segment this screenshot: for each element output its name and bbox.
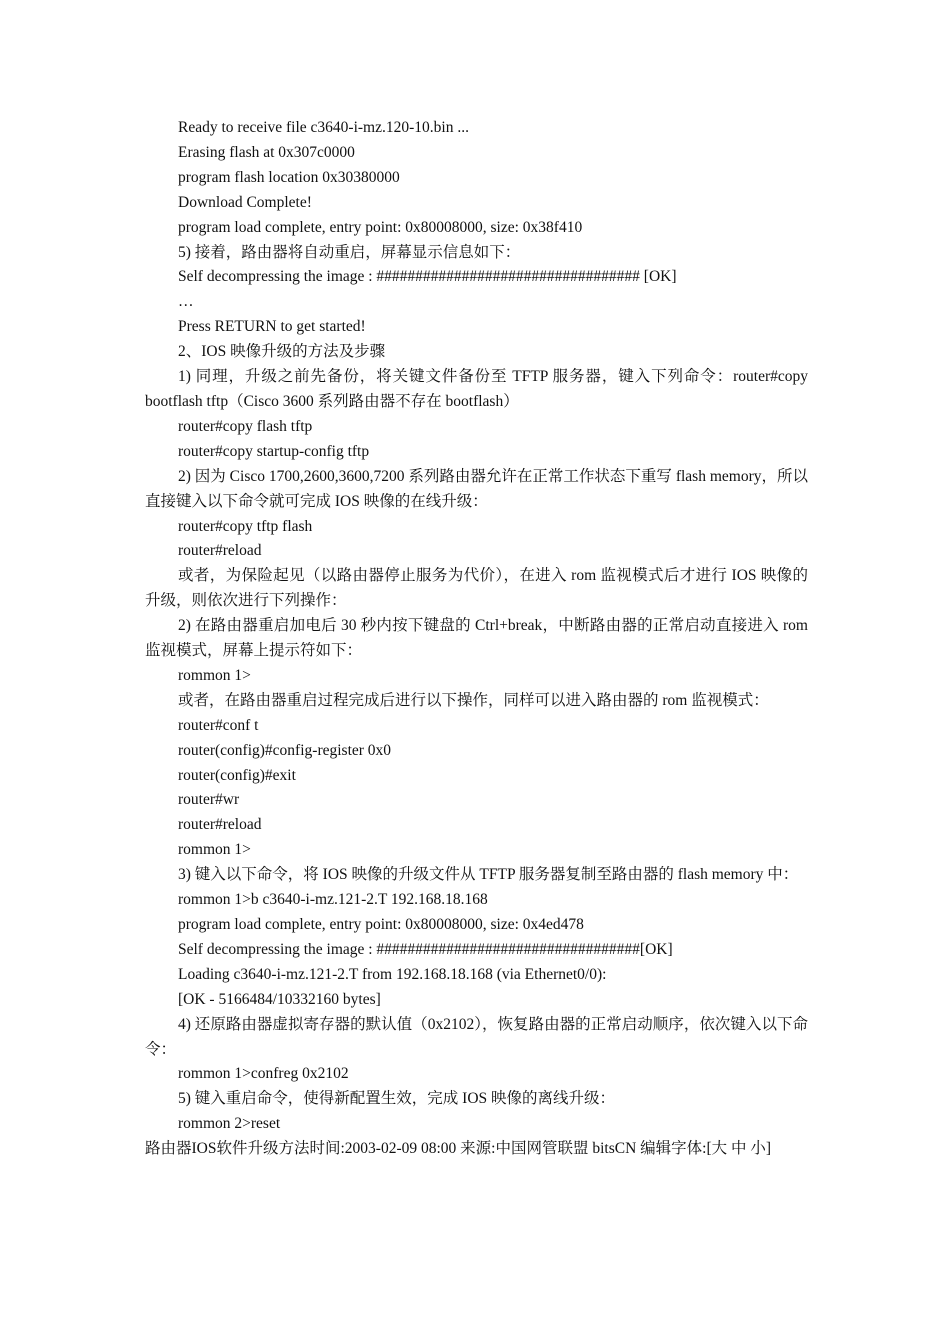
- paragraph: 2) 因为 Cisco 1700,2600,3600,7200 系列路由器允许在正常工作状态下重写 flash memory，所以直接键入以下命令就可完成 IOS 映像的在线升级：: [145, 467, 808, 510]
- command-line: router#reload: [178, 816, 262, 834]
- prompt-line: rommon 1>: [178, 841, 251, 859]
- command-line: router#wr: [178, 791, 240, 809]
- command-line: router(config)#config-register 0x0: [178, 741, 392, 759]
- command-line: rommon 2>reset: [178, 1115, 281, 1133]
- text-line: Loading c3640-i-mz.121-2.T from 192.168.18.168 (via Ethernet0/0):: [178, 965, 607, 983]
- article-footer: 路由器IOS软件升级方法时间:2003-02-09 08:00 来源:中国网管联盟 bitsCN 编辑字体:[大 中 小]: [145, 1140, 772, 1158]
- step-heading: 5) 键入重启命令，使得新配置生效，完成 IOS 映像的离线升级：: [178, 1090, 616, 1108]
- text-line: Ready to receive file c3640-i-mz.120-10.bin ...: [178, 119, 469, 136]
- section-heading: 2、IOS 映像升级的方法及步骤: [178, 343, 386, 361]
- command-line: router#copy flash tftp: [178, 417, 313, 435]
- paragraph: 2) 在路由器重启加电后 30 秒内按下键盘的 Ctrl+break，中断路由器的正常启动直接进入 rom 监视模式，屏幕上提示符如下：: [145, 617, 808, 660]
- command-line: router#reload: [178, 542, 262, 560]
- command-line: router(config)#exit: [178, 766, 296, 784]
- step-heading: 5) 接着，路由器将自动重启，屏幕显示信息如下：: [178, 243, 521, 261]
- paragraph: 4) 还原路由器虚拟寄存器的默认值（0x2102），恢复路由器的正常启动顺序，依次键入以下命令：: [145, 1015, 808, 1058]
- text-line: Self decompressing the image : ################################## [OK]: [178, 268, 677, 286]
- command-line: router#copy tftp flash: [178, 517, 313, 535]
- document-body: [145, 116, 808, 1162]
- ellipsis-line: …: [178, 293, 194, 311]
- text-line: program flash location 0x30380000: [178, 168, 400, 186]
- text-line: 或者，在路由器重启过程完成后进行以下操作，同样可以进入路由器的 rom 监视模式：: [178, 691, 769, 709]
- text-line: Download Complete!: [178, 193, 312, 211]
- text-line: program load complete, entry point: 0x80008000, size: 0x38f410: [178, 218, 583, 236]
- command-line: rommon 1>confreg 0x2102: [178, 1065, 349, 1083]
- paragraph: 3) 键入以下命令，将 IOS 映像的升级文件从 TFTP 服务器复制至路由器的 flash memory 中：: [178, 866, 799, 884]
- paragraph: 1) 同理，升级之前先备份，将关键文件备份至 TFTP 服务器，键入下列命令：router#copy bootflash tftp（Cisco 3600 系列路由器不存在 bootflash）: [145, 368, 808, 410]
- prompt-line: rommon 1>: [178, 666, 251, 684]
- command-line: router#conf t: [178, 716, 259, 734]
- text-line: [OK - 5166484/10332160 bytes]: [178, 990, 381, 1008]
- command-line: router#copy startup-config tftp: [178, 442, 370, 460]
- paragraph: 或者，为保险起见（以路由器停止服务为代价），在进入 rom 监视模式后才进行 IOS 映像的升级，则依次进行下列操作：: [145, 567, 808, 610]
- text-line: Self decompressing the image : ##################################[OK]: [178, 940, 673, 958]
- text-line: Erasing flash at 0x307c0000: [178, 143, 355, 161]
- command-line: rommon 1>b c3640-i-mz.121-2.T 192.168.18.168: [178, 891, 488, 909]
- text-line: program load complete, entry point: 0x80008000, size: 0x4ed478: [178, 916, 584, 933]
- text-line: Press RETURN to get started!: [178, 318, 366, 336]
